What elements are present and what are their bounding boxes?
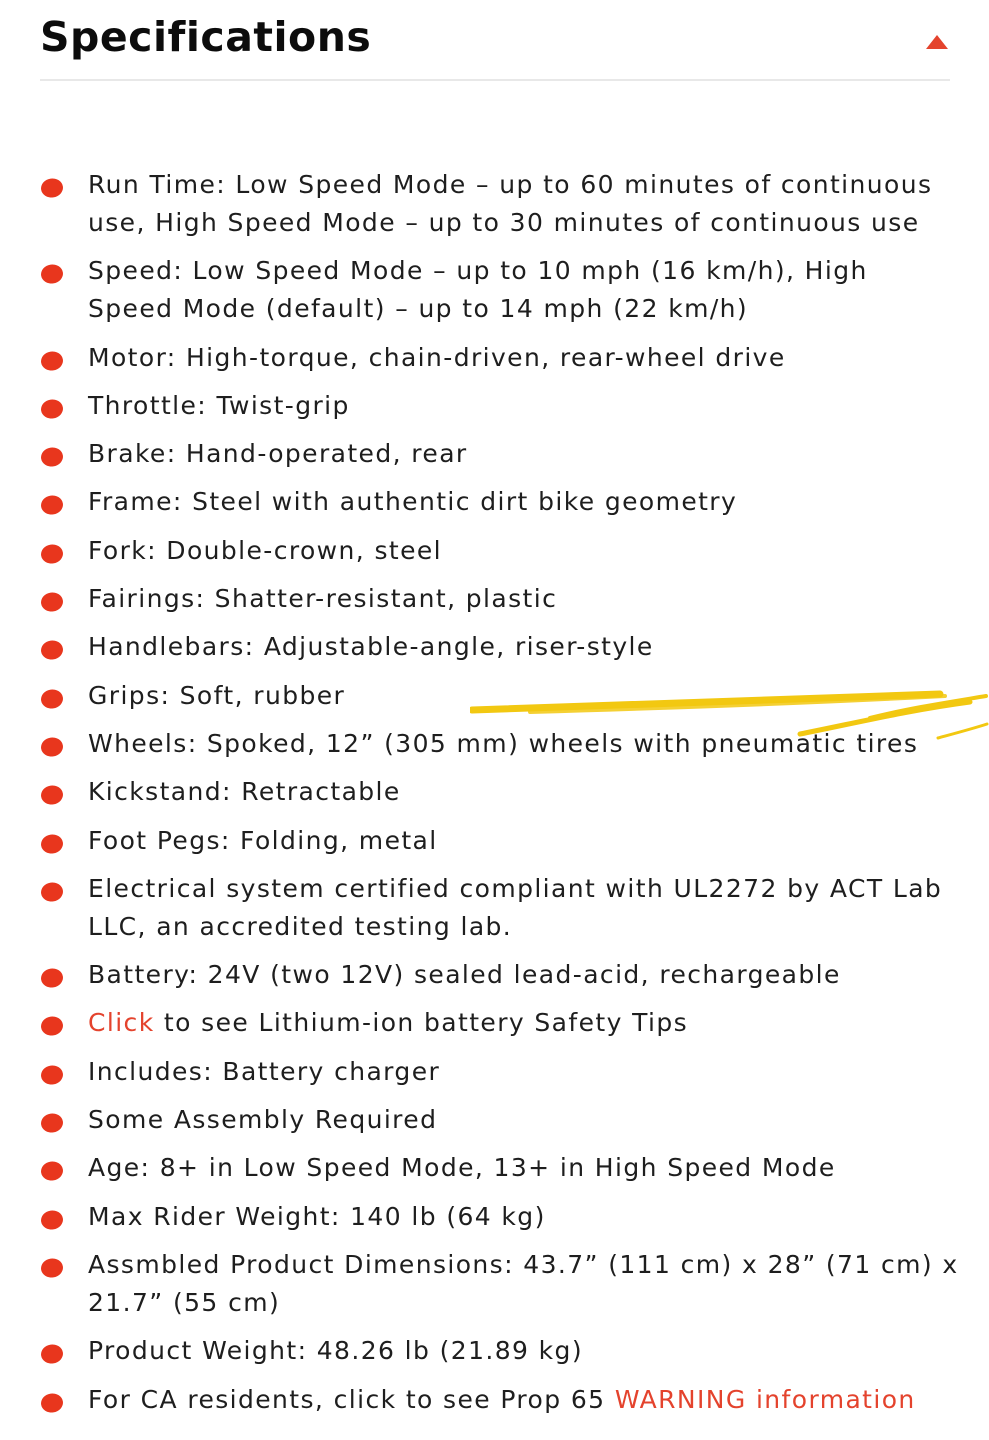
spec-text: Battery: 24V (two 12V) sealed lead-acid, rechargeable: [88, 960, 841, 990]
spec-text: to see Lithium-ion battery Safety Tips: [154, 1008, 689, 1038]
battery-safety-link[interactable]: Click: [88, 1008, 155, 1038]
spec-max-weight: [0, 1198, 989, 1236]
spec-frame: [0, 483, 989, 521]
spec-fork: [0, 532, 989, 570]
spec-text: Kickstand: Retractable: [88, 777, 401, 807]
red-dot-bullet-icon: [40, 350, 64, 372]
spec-text: Frame: Steel with authentic dirt bike geometry: [88, 487, 738, 517]
red-dot-bullet-icon: [40, 736, 64, 758]
spec-text: Brake: Hand-operated, rear: [88, 439, 468, 469]
spec-prop65: [0, 1381, 989, 1419]
spec-foot-pegs: [0, 822, 989, 860]
red-dot-bullet-icon: [40, 543, 64, 565]
spec-wheels: [0, 725, 989, 763]
red-dot-bullet-icon: [40, 967, 64, 989]
spec-kickstand: [0, 773, 989, 811]
red-dot-bullet-icon: [40, 639, 64, 661]
spec-speed: [0, 252, 989, 328]
spec-text: Product Weight: 48.26 lb (21.89 kg): [88, 1336, 583, 1366]
spec-text: Motor: High-torque, chain-driven, rear-wheel drive: [88, 342, 786, 372]
spec-text: use, High Speed Mode – up to 30 minutes of continuous use: [88, 208, 920, 237]
spec-age: [0, 1149, 989, 1187]
red-dot-bullet-icon: [40, 1064, 64, 1086]
red-dot-bullet-icon: [40, 263, 64, 285]
spec-includes: [0, 1053, 989, 1091]
spec-text: Age: 8+ in Low Speed Mode, 13+ in High Speed Mode: [88, 1153, 836, 1183]
spec-handlebars: [0, 628, 989, 666]
red-dot-bullet-icon: [40, 1160, 64, 1182]
spec-text: Fairings: Shatter-resistant, plastic: [88, 584, 558, 614]
spec-text: Speed Mode (default) – up to 14 mph (22 km/h): [88, 294, 749, 324]
spec-text: LLC, an accredited testing lab.: [88, 911, 513, 941]
red-dot-bullet-icon: [40, 1343, 64, 1365]
spec-text: Wheels: Spoked, 12” (305 mm) wheels with pneumatic tires: [88, 728, 919, 758]
header-divider: [40, 79, 950, 81]
red-dot-bullet-icon: [40, 1257, 64, 1279]
red-dot-bullet-icon: [40, 688, 64, 710]
spec-text: Throttle: Twist-grip: [88, 390, 350, 420]
spec-battery: [0, 956, 989, 994]
spec-product-weight: [0, 1332, 989, 1370]
caret-up-icon[interactable]: [924, 32, 950, 52]
prop65-warning-link[interactable]: WARNING information: [614, 1384, 916, 1414]
red-dot-bullet-icon: [40, 1015, 64, 1037]
red-dot-bullet-icon: [40, 784, 64, 806]
spec-dimensions: [0, 1246, 989, 1322]
spec-text: Max Rider Weight: 140 lb (64 kg): [88, 1201, 546, 1231]
red-dot-bullet-icon: [40, 177, 64, 199]
spec-text: Run Time: Low Speed Mode – up to 60 minutes of continuous: [88, 170, 933, 199]
red-dot-bullet-icon: [40, 494, 64, 516]
spec-text: For CA residents, click to see Prop 65: [88, 1384, 615, 1414]
spec-electrical: [0, 870, 989, 946]
spec-list: [0, 166, 989, 1429]
spec-grips: [0, 677, 989, 715]
red-dot-bullet-icon: [40, 446, 64, 468]
spec-text: 21.7” (55 cm): [88, 1287, 281, 1317]
specifications-header[interactable]: [40, 12, 950, 70]
red-dot-bullet-icon: [40, 591, 64, 613]
red-dot-bullet-icon: [40, 1392, 64, 1414]
spec-text: Includes: Battery charger: [88, 1056, 441, 1086]
spec-text: Speed: Low Speed Mode – up to 10 mph (16 km/h), High: [88, 256, 868, 286]
red-dot-bullet-icon: [40, 833, 64, 855]
spec-text: Grips: Soft, rubber: [88, 680, 346, 710]
red-dot-bullet-icon: [40, 1112, 64, 1134]
spec-text: Handlebars: Adjustable-angle, riser-style: [88, 632, 654, 662]
spec-motor: [0, 339, 989, 377]
spec-text: Some Assembly Required: [88, 1105, 438, 1135]
spec-text: Assmbled Product Dimensions: 43.7” (111 cm) x 28” (71 cm) x: [88, 1249, 959, 1279]
spec-text: Fork: Double-crown, steel: [88, 535, 443, 565]
section-title: Specifications: [40, 13, 372, 61]
spec-throttle: [0, 387, 989, 425]
spec-run-time: [0, 166, 989, 242]
spec-assembly: [0, 1101, 989, 1139]
spec-brake: [0, 435, 989, 473]
red-dot-bullet-icon: [40, 1209, 64, 1231]
spec-text: Electrical system certified compliant with UL2272 by ACT Lab: [88, 873, 943, 903]
red-dot-bullet-icon: [40, 398, 64, 420]
red-dot-bullet-icon: [40, 881, 64, 903]
spec-fairings: [0, 580, 989, 618]
spec-text: Foot Pegs: Folding, metal: [88, 825, 438, 855]
spec-battery-safety: [0, 1004, 989, 1042]
